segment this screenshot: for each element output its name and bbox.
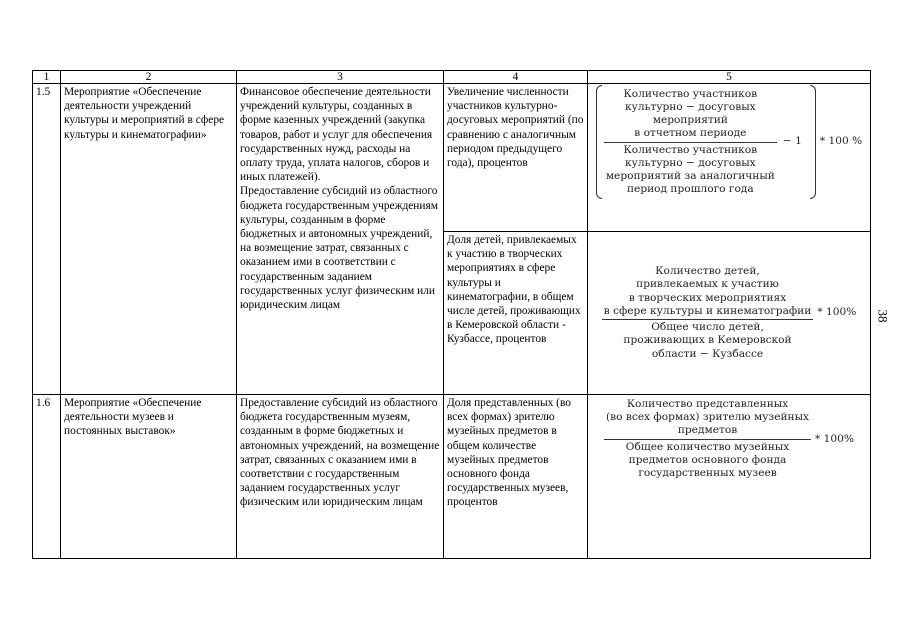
funding-cell: Предоставление субсидий из областного бюджета государственным музеям, созданным в форме бюджетных и автономных учреждений, на возмещение затрат, связанных с оказанием ими в соответствии с государственным заданием государственных услуг физическим или юридическим лицам (237, 395, 444, 559)
page-number: 38 (875, 309, 891, 323)
indicator-cell: Доля детей, привлекаемых к участию в творческих мероприятиях в сфере культуры и кинематографии, в общем числе детей, проживающих в Кемеровской области - Кузбассе, процентов (444, 232, 588, 395)
header-cell: 5 (588, 71, 871, 84)
formula-multiplier: * 100 % (819, 135, 863, 148)
left-parenthesis (596, 85, 602, 199)
formula-numerator: Количество представленных (во всех формах) зрителю музейных предметов (606, 398, 809, 437)
row-number: 1.5 (33, 84, 61, 395)
fraction-bar (604, 142, 777, 143)
indicator-cell: Доля представленных (во всех формах) зрителю музейных предметов в общем количестве музейных предметов основного фонда государственных музеев, процентов (444, 395, 588, 559)
formula (591, 398, 867, 480)
event-cell: Мероприятие «Обеспечение деятельности музеев и постоянных выставок» (61, 395, 237, 559)
header-row (33, 71, 871, 84)
fraction-bar (602, 319, 814, 320)
formula (591, 265, 867, 360)
header-cell: 3 (237, 71, 444, 84)
funding-cell: Финансовое обеспечение деятельности учреждений культуры, созданных в форме казенных учреждений (закупка товаров, работ и услуг для обеспечения государственных нужд, расходы на оплату труда, уплата налогов, сборов и иных платежей). Предоставление субсидий из областного бюджета государственным учреждениям культуры, созданным в форме бюджетных и автономных учреждений, на возмещение затрат, связанных с оказанием ими в соответствии с государственным заданием государственных услуг физическим или юридическим лицам (237, 84, 444, 395)
formula-cell (588, 232, 871, 395)
formula-denominator: Количество участников культурно − досуговых мероприятий за аналогичный период прошлого года (605, 143, 775, 196)
fraction (602, 265, 814, 360)
fraction-bar (604, 439, 811, 440)
formula-multiplier: * 100% (815, 432, 854, 445)
table-row (33, 84, 871, 232)
fraction (604, 88, 777, 197)
formula-multiplier: * 100% (817, 306, 857, 319)
formula-numerator: Количество детей, привлекаемых к участию в творческих мероприятиях в сфере культуры и кинематографии (603, 265, 812, 317)
row-number: 1.6 (33, 395, 61, 559)
header-cell: 2 (61, 71, 237, 84)
formula-cell (588, 395, 871, 559)
formula-denominator: Общее число детей, проживающих в Кемеровской области − Кузбассе (623, 321, 792, 360)
formula (591, 85, 867, 199)
event-cell: Мероприятие «Обеспечение деятельности учреждений культуры и мероприятий в сфере культуры и кинематографии» (61, 84, 237, 395)
formula-denominator: Общее количество музейных предметов основного фонда государственных музеев (625, 440, 790, 480)
formula-minus: − 1 (782, 135, 802, 148)
document-table (32, 70, 871, 559)
formula-cell (588, 84, 871, 232)
fraction (604, 398, 811, 480)
formula-numerator: Количество участников культурно − досуговых мероприятий в отчетном периоде (623, 87, 758, 140)
right-parenthesis (810, 85, 816, 199)
indicator-cell: Увеличение численности участников культурно-досуговых мероприятий (по сравнению с аналогичным периодом предыдущего года), процентов (444, 84, 588, 232)
header-cell: 1 (33, 71, 61, 84)
header-cell: 4 (444, 71, 588, 84)
table-row (33, 395, 871, 559)
